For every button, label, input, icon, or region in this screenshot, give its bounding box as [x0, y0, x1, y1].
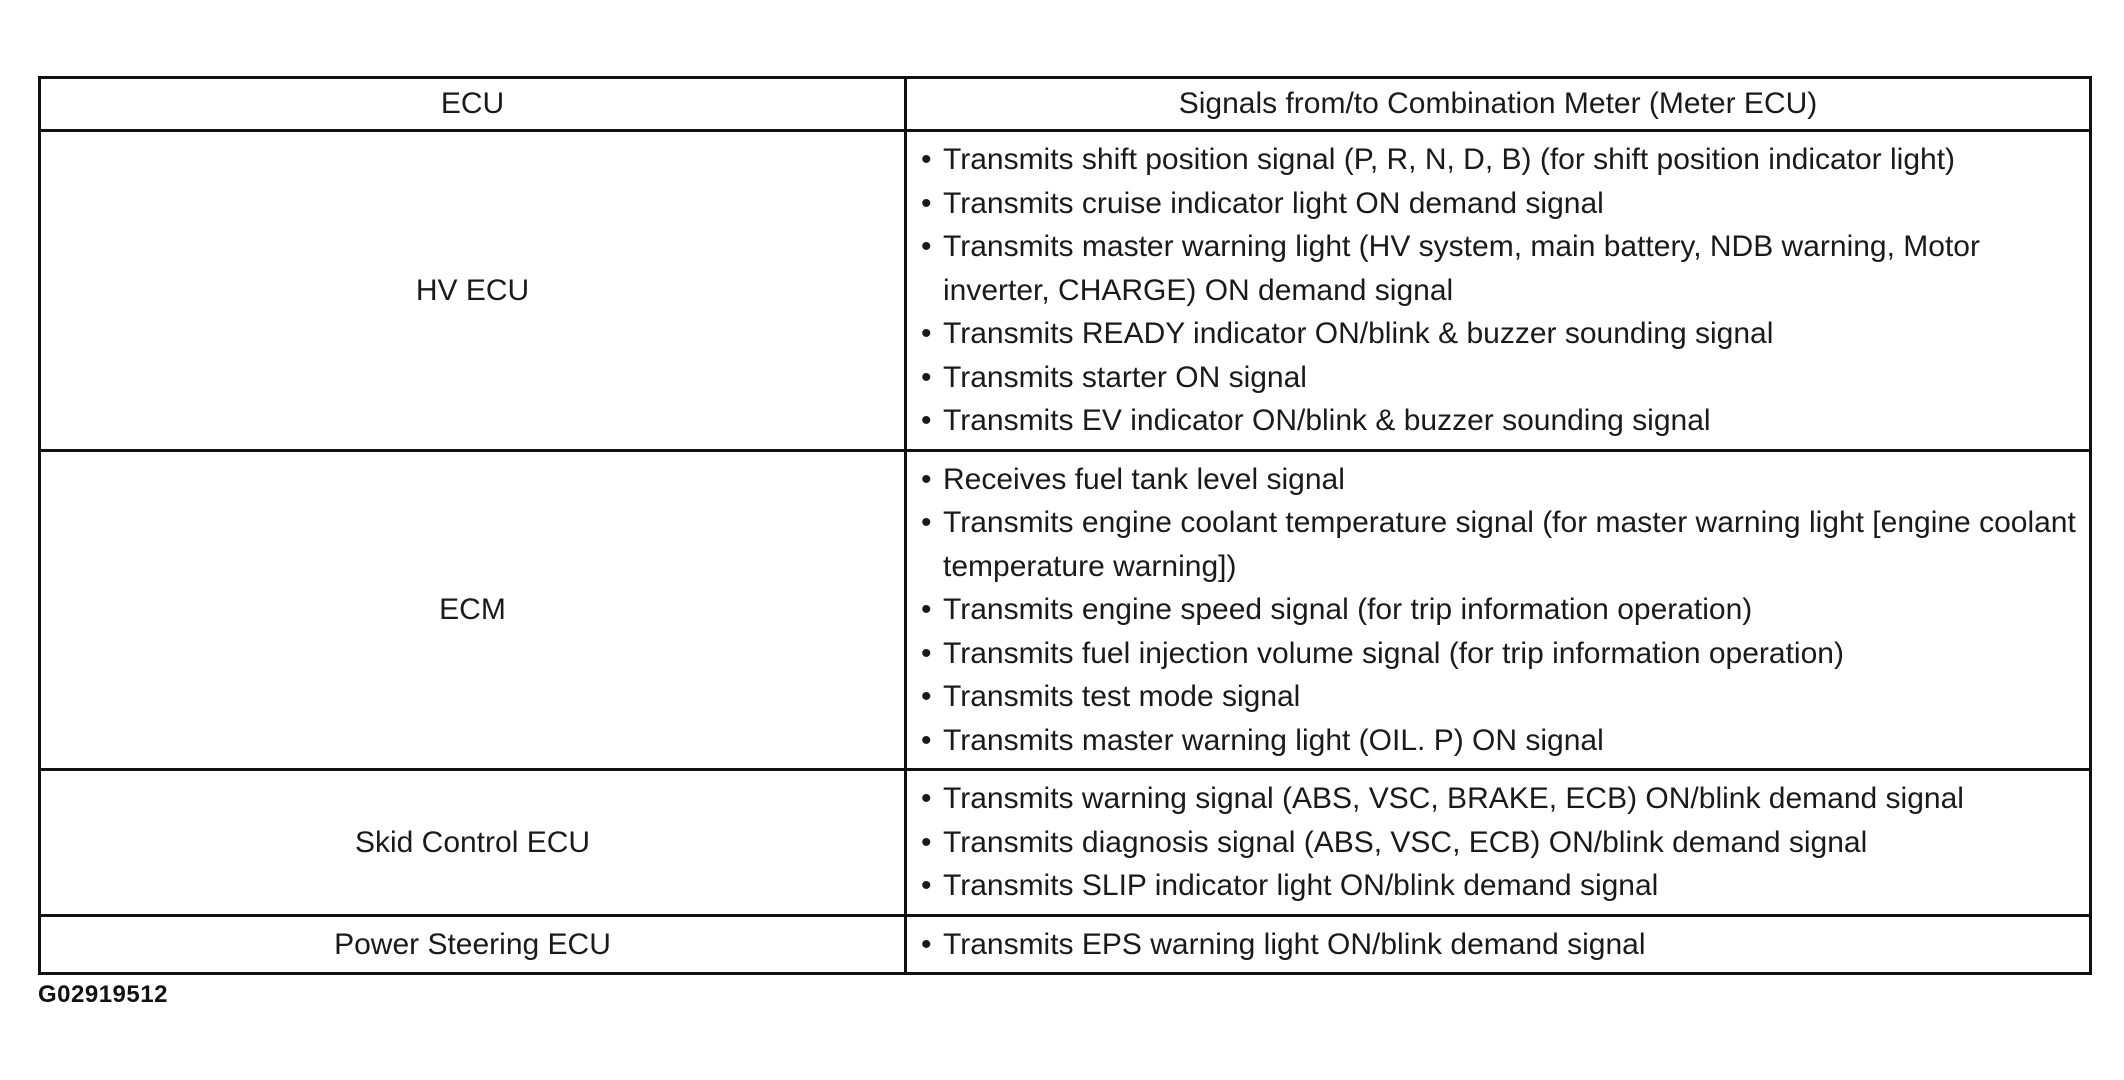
header-signals: Signals from/to Combination Meter (Meter ECU): [906, 78, 2091, 131]
signal-item: [921, 719, 2077, 763]
bullet-icon: •: [921, 927, 932, 961]
signal-text: Transmits master warning light (HV system, main battery, NDB warning, Motor inverter, CHARGE) ON demand signal: [943, 230, 1980, 307]
bullet-icon: •: [921, 723, 932, 757]
bullet-icon: •: [921, 317, 932, 350]
signal-text: Transmits fuel injection volume signal (for trip information operation): [943, 636, 1844, 670]
bullet-icon: •: [921, 506, 932, 539]
signals-cell: [906, 915, 2091, 974]
signal-text: Transmits shift position signal (P, R, N, D, B) (for shift position indicator light): [943, 143, 1956, 176]
signal-item: [921, 356, 2077, 400]
signal-text: Transmits engine speed signal (for trip information operation): [943, 593, 1753, 626]
signal-item: [921, 675, 2077, 719]
figure-code: G02919512: [38, 981, 168, 1008]
table-row: [40, 770, 2091, 916]
signal-text: Transmits cruise indicator light ON demand signal: [943, 186, 1604, 220]
signals-cell: [906, 770, 2091, 916]
signal-text: Transmits EV indicator ON/blink & buzzer sounding signal: [943, 404, 1711, 437]
signal-item: [921, 501, 2077, 588]
signal-item: [921, 312, 2077, 356]
bullet-icon: •: [921, 593, 932, 626]
signals-cell: [906, 450, 2091, 770]
signal-text: Transmits test mode signal: [943, 680, 1301, 713]
signal-item: [921, 777, 2077, 821]
bullet-icon: •: [921, 230, 932, 263]
signal-text: Transmits SLIP indicator light ON/blink demand signal: [943, 869, 1659, 902]
bullet-icon: •: [921, 404, 932, 437]
signal-item: [921, 864, 2077, 908]
bullet-icon: •: [921, 636, 932, 670]
ecu-name-cell: Power Steering ECU: [40, 915, 906, 974]
signal-text: Transmits READY indicator ON/blink & buzzer sounding signal: [943, 317, 1774, 350]
signal-item: [921, 458, 2077, 502]
bullet-icon: •: [921, 869, 932, 902]
ecu-signal-table: [38, 76, 2092, 975]
ecu-name-cell: HV ECU: [40, 131, 906, 451]
signal-item: [921, 138, 2077, 182]
header-ecu: ECU: [40, 78, 906, 131]
bullet-icon: •: [921, 186, 932, 220]
signal-item: [921, 399, 2077, 443]
signal-item: [921, 923, 2077, 967]
signal-text: Receives fuel tank level signal: [943, 462, 1345, 496]
signal-text: Transmits EPS warning light ON/blink demand signal: [943, 927, 1646, 961]
signal-text: Transmits starter ON signal: [943, 360, 1307, 394]
signal-text: Transmits diagnosis signal (ABS, VSC, ECB) ON/blink demand signal: [943, 825, 1868, 859]
signal-text: Transmits warning signal (ABS, VSC, BRAKE, ECB) ON/blink demand signal: [943, 782, 1964, 815]
ecu-name-cell: Skid Control ECU: [40, 770, 906, 916]
signal-item: [921, 632, 2077, 676]
bullet-icon: •: [921, 143, 932, 176]
signal-item: [921, 225, 2077, 312]
table-body: [40, 131, 2091, 974]
signal-item: [921, 182, 2077, 226]
bullet-icon: •: [921, 462, 932, 496]
bullet-icon: •: [921, 360, 932, 394]
table-row: [40, 450, 2091, 770]
signal-item: [921, 588, 2077, 632]
table-row: [40, 915, 2091, 974]
ecu-name-cell: ECM: [40, 450, 906, 770]
signal-item: [921, 821, 2077, 865]
bullet-icon: •: [921, 782, 932, 815]
table-row: [40, 131, 2091, 451]
bullet-icon: •: [921, 825, 932, 859]
signal-text: Transmits engine coolant temperature signal (for master warning light [engine coolant temperature warning]): [943, 506, 2076, 583]
table-header-row: [40, 78, 2091, 131]
bullet-icon: •: [921, 680, 932, 713]
signals-cell: [906, 131, 2091, 451]
signal-text: Transmits master warning light (OIL. P) ON signal: [943, 723, 1604, 757]
